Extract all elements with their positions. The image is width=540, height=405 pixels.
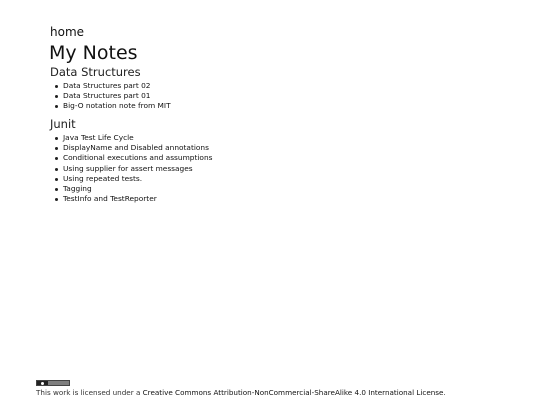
license-suffix: .	[443, 388, 446, 397]
list-item	[50, 81, 171, 91]
note-link[interactable]: Tagging	[63, 184, 92, 194]
page-title: My Notes	[49, 42, 138, 64]
notes-list-data-structures	[50, 81, 171, 112]
list-item	[50, 174, 212, 184]
note-link[interactable]: Data Structures part 01	[63, 91, 151, 101]
note-link[interactable]: Using supplier for assert messages	[63, 163, 193, 173]
list-item	[50, 164, 212, 174]
note-link[interactable]: Conditional executions and assumptions	[63, 153, 213, 163]
note-link[interactable]: Using repeated tests.	[63, 173, 143, 183]
note-link[interactable]: Java Test Life Cycle	[63, 133, 134, 142]
license-prefix: This work is licensed under a	[36, 388, 143, 397]
list-item	[50, 184, 212, 194]
cc-logo-icon	[37, 381, 48, 385]
home-link[interactable]: home	[50, 25, 85, 39]
note-link[interactable]: Big-O notation note from MIT	[63, 101, 171, 111]
list-item	[50, 143, 212, 153]
license-link[interactable]: Creative Commons Attribution-NonCommercial-ShareAlike 4.0 International License	[142, 388, 444, 397]
list-item	[50, 91, 171, 101]
note-link[interactable]: Data Structures part 02	[63, 81, 151, 90]
section-heading-data-structures: Data Structures	[50, 65, 141, 79]
list-item	[50, 194, 212, 204]
notes-list-junit	[50, 133, 212, 204]
license-notice	[36, 388, 446, 398]
section-heading-junit: Junit	[50, 117, 76, 131]
list-item	[50, 153, 212, 163]
note-link[interactable]: TestInfo and TestReporter	[63, 194, 157, 204]
cc-badge-text-area	[48, 381, 69, 385]
note-link[interactable]: DisplayName and Disabled annotations	[63, 143, 209, 153]
cc-license-badge-icon[interactable]	[36, 380, 70, 386]
list-item	[50, 101, 171, 111]
list-item	[50, 133, 212, 143]
